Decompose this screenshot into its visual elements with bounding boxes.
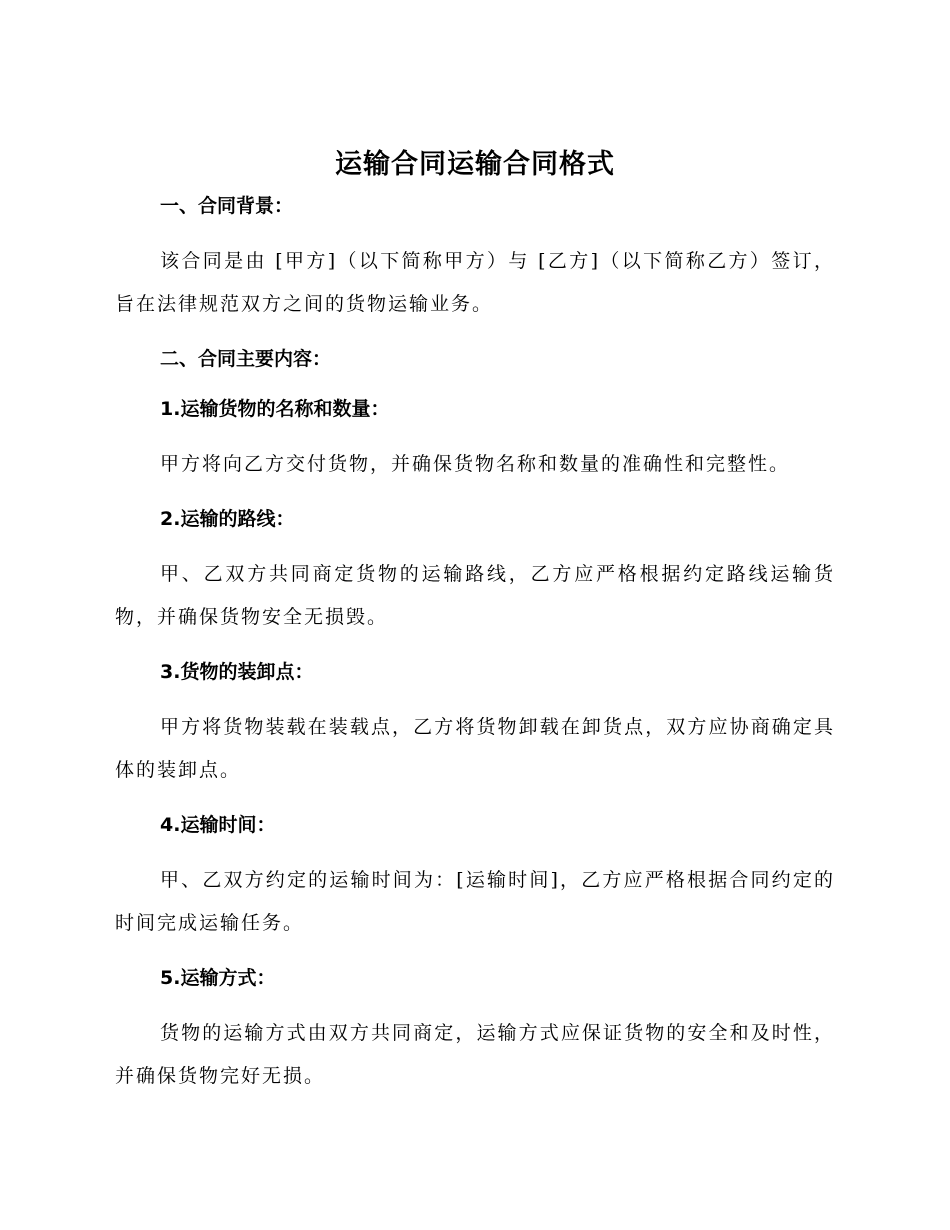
section-transport-method [115,962,835,1098]
section-loading-points [115,656,835,809]
section-heading: 3.货物的装卸点： [160,661,314,683]
section-heading: 一、合同背景： [160,195,294,217]
section-paragraph: 甲、乙双方约定的运输时间为：[运输时间]，乙方应严格根据合同约定的时间完成运输任务。 [115,869,835,934]
section-heading: 二、合同主要内容： [160,348,332,370]
section-heading: 2.运输的路线： [160,508,295,530]
section-heading: 4.运输时间： [160,814,276,836]
section-paragraph: 甲、乙双方共同商定货物的运输路线，乙方应严格根据约定路线运输货物，并确保货物安全无损毁。 [115,563,835,628]
section-main-content [115,343,835,393]
section-route [115,503,835,656]
section-paragraph: 该合同是由 [甲方]（以下简称甲方）与 [乙方]（以下简称乙方）签订，旨在法律规范双方之间的货物运输业务。 [115,250,835,315]
document-title: 运输合同运输合同格式 [335,149,615,180]
section-transport-time [115,809,835,962]
section-heading: 1.运输货物的名称和数量： [160,398,390,420]
section-paragraph: 甲方将向乙方交付货物，并确保货物名称和数量的准确性和完整性。 [160,453,791,475]
section-background [115,190,835,343]
section-heading: 5.运输方式： [160,967,276,989]
section-goods-name-quantity [115,393,835,503]
document-body [115,190,835,1098]
section-paragraph: 货物的运输方式由双方共同商定，运输方式应保证货物的安全和及时性，并确保货物完好无损。 [115,1022,835,1087]
section-paragraph: 甲方将货物装载在装载点，乙方将货物卸载在卸货点，双方应协商确定具体的装卸点。 [115,716,835,781]
